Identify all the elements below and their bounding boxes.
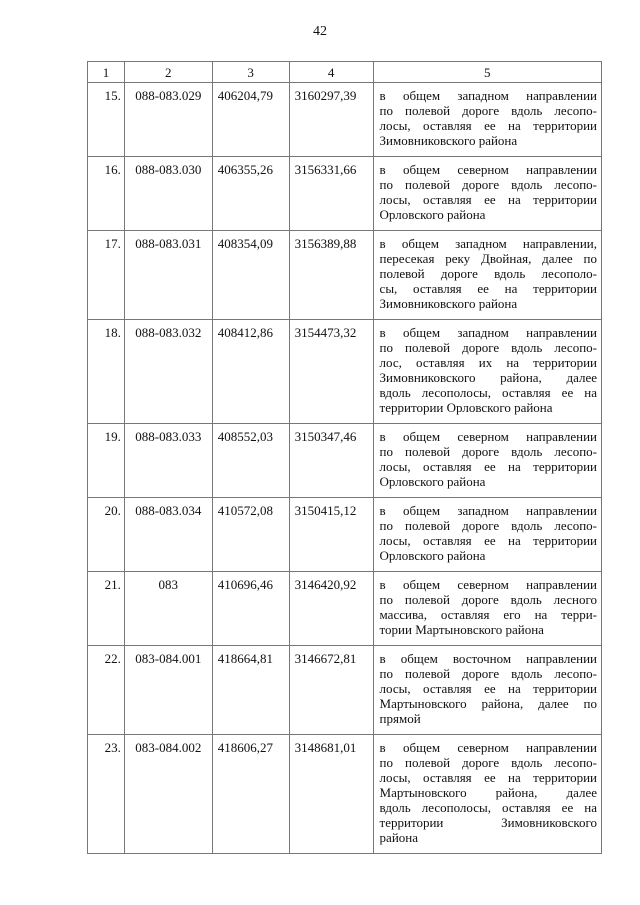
row-number: 18.: [88, 320, 125, 424]
row-number: 19.: [88, 424, 125, 498]
coordinate-y: 3148681,01: [289, 735, 373, 854]
row-number: 22.: [88, 646, 125, 735]
description-line: по полевой дороге вдоль лесопо-: [379, 518, 597, 533]
boundary-description: [373, 646, 601, 735]
description-line: сы, оставляя ее на территории: [379, 281, 597, 296]
coordinate-x: 410572,08: [212, 498, 289, 572]
description-line: в общем северном направлении: [379, 740, 597, 755]
description-line: вдоль лесополосы, оставляя ее на: [379, 800, 597, 815]
description-line: в общем северном направлении: [379, 429, 597, 444]
coordinate-y: 3150347,46: [289, 424, 373, 498]
header-cell-5: 5: [373, 62, 601, 83]
description-line: по полевой дороге вдоль лесопо-: [379, 340, 597, 355]
coordinate-x: 408354,09: [212, 231, 289, 320]
description-line: лос, оставляя их на территории: [379, 355, 597, 370]
coordinate-x: 418606,27: [212, 735, 289, 854]
description-line: в общем северном направлении: [379, 577, 597, 592]
row-number: 16.: [88, 157, 125, 231]
coordinate-y: 3156389,88: [289, 231, 373, 320]
table-row: [88, 498, 602, 572]
table-body: [88, 83, 602, 854]
header-cell-3: 3: [212, 62, 289, 83]
description-line: в общем западном направлении: [379, 88, 597, 103]
coordinate-y: 3156331,66: [289, 157, 373, 231]
coordinate-y: 3154473,32: [289, 320, 373, 424]
description-line: лосы, оставляя ее на территории: [379, 533, 597, 548]
description-line: по полевой дороге вдоль лесопо-: [379, 103, 597, 118]
table-row: [88, 646, 602, 735]
description-line: по полевой дороге вдоль лесопо-: [379, 755, 597, 770]
coordinate-y: 3150415,12: [289, 498, 373, 572]
table-header-row: [88, 62, 602, 83]
coordinate-x: 406204,79: [212, 83, 289, 157]
description-line: Зимовниковского района: [379, 133, 518, 148]
row-number: 15.: [88, 83, 125, 157]
header-cell-2: 2: [124, 62, 212, 83]
row-number: 23.: [88, 735, 125, 854]
point-code: 088-083.032: [124, 320, 212, 424]
description-line: в общем западном направлении: [379, 503, 597, 518]
table-row: [88, 424, 602, 498]
description-line: в общем северном направлении: [379, 162, 597, 177]
description-line: в общем западном направлении: [379, 325, 597, 340]
point-code: 088-083.031: [124, 231, 212, 320]
description-line: лосы, оставляя ее на территории: [379, 770, 597, 785]
description-line: пересекая реку Двойная, далее по: [379, 251, 597, 266]
coordinate-x: 408552,03: [212, 424, 289, 498]
description-line: Мартыновского района, далее: [379, 785, 597, 800]
description-line: по полевой дороге вдоль лесопо-: [379, 177, 597, 192]
description-line: вдоль лесополосы, оставляя ее на: [379, 385, 597, 400]
description-line: массива, оставляя его на терри-: [379, 607, 597, 622]
description-line: Мартыновского района, далее по: [379, 696, 597, 711]
boundary-description: [373, 572, 601, 646]
table-row: [88, 572, 602, 646]
table-row: [88, 157, 602, 231]
table-row: [88, 735, 602, 854]
page-number: 42: [313, 24, 327, 39]
description-line: в общем западном направлении,: [379, 236, 597, 251]
boundary-description: [373, 320, 601, 424]
point-code: 083-084.001: [124, 646, 212, 735]
description-line: по полевой дороге вдоль лесопо-: [379, 444, 597, 459]
description-line: лосы, оставляя ее на территории: [379, 681, 597, 696]
description-line: полевой дороге вдоль лесополо-: [379, 266, 597, 281]
boundary-description: [373, 83, 601, 157]
coordinate-x: 418664,81: [212, 646, 289, 735]
point-code: 088-083.033: [124, 424, 212, 498]
boundary-description: [373, 424, 601, 498]
description-line: по полевой дороге вдоль лесопо-: [379, 666, 597, 681]
description-line: тории Мартыновского района: [379, 622, 544, 637]
header-cell-1: 1: [88, 62, 125, 83]
table-row: [88, 231, 602, 320]
point-code: 083-084.002: [124, 735, 212, 854]
coordinate-y: 3146420,92: [289, 572, 373, 646]
description-line: Зимовниковского района, далее: [379, 370, 597, 385]
coordinate-x: 410696,46: [212, 572, 289, 646]
description-line: Орловского района: [379, 474, 486, 489]
point-code: 083: [124, 572, 212, 646]
description-line: прямой: [379, 711, 421, 726]
boundary-description: [373, 735, 601, 854]
description-line: района: [379, 830, 419, 845]
row-number: 17.: [88, 231, 125, 320]
description-line: территории Орловского района: [379, 400, 553, 415]
description-line: по полевой дороге вдоль лесного: [379, 592, 597, 607]
coordinate-y: 3160297,39: [289, 83, 373, 157]
row-number: 21.: [88, 572, 125, 646]
point-code: 088-083.030: [124, 157, 212, 231]
description-line: территории Зимовниковского: [379, 815, 597, 830]
header-cell-4: 4: [289, 62, 373, 83]
coordinate-x: 406355,26: [212, 157, 289, 231]
description-line: лосы, оставляя ее на территории: [379, 192, 597, 207]
description-line: лосы, оставляя ее на территории: [379, 459, 597, 474]
description-line: лосы, оставляя ее на территории: [379, 118, 597, 133]
boundary-description: [373, 157, 601, 231]
point-code: 088-083.034: [124, 498, 212, 572]
description-line: Орловского района: [379, 548, 486, 563]
coordinate-y: 3146672,81: [289, 646, 373, 735]
description-line: в общем восточном направлении: [379, 651, 597, 666]
boundary-description: [373, 231, 601, 320]
coordinate-x: 408412,86: [212, 320, 289, 424]
point-code: 088-083.029: [124, 83, 212, 157]
boundary-table: [87, 61, 602, 854]
table-row: [88, 83, 602, 157]
table-row: [88, 320, 602, 424]
boundary-description: [373, 498, 601, 572]
row-number: 20.: [88, 498, 125, 572]
description-line: Зимовниковского района: [379, 296, 518, 311]
description-line: Орловского района: [379, 207, 486, 222]
